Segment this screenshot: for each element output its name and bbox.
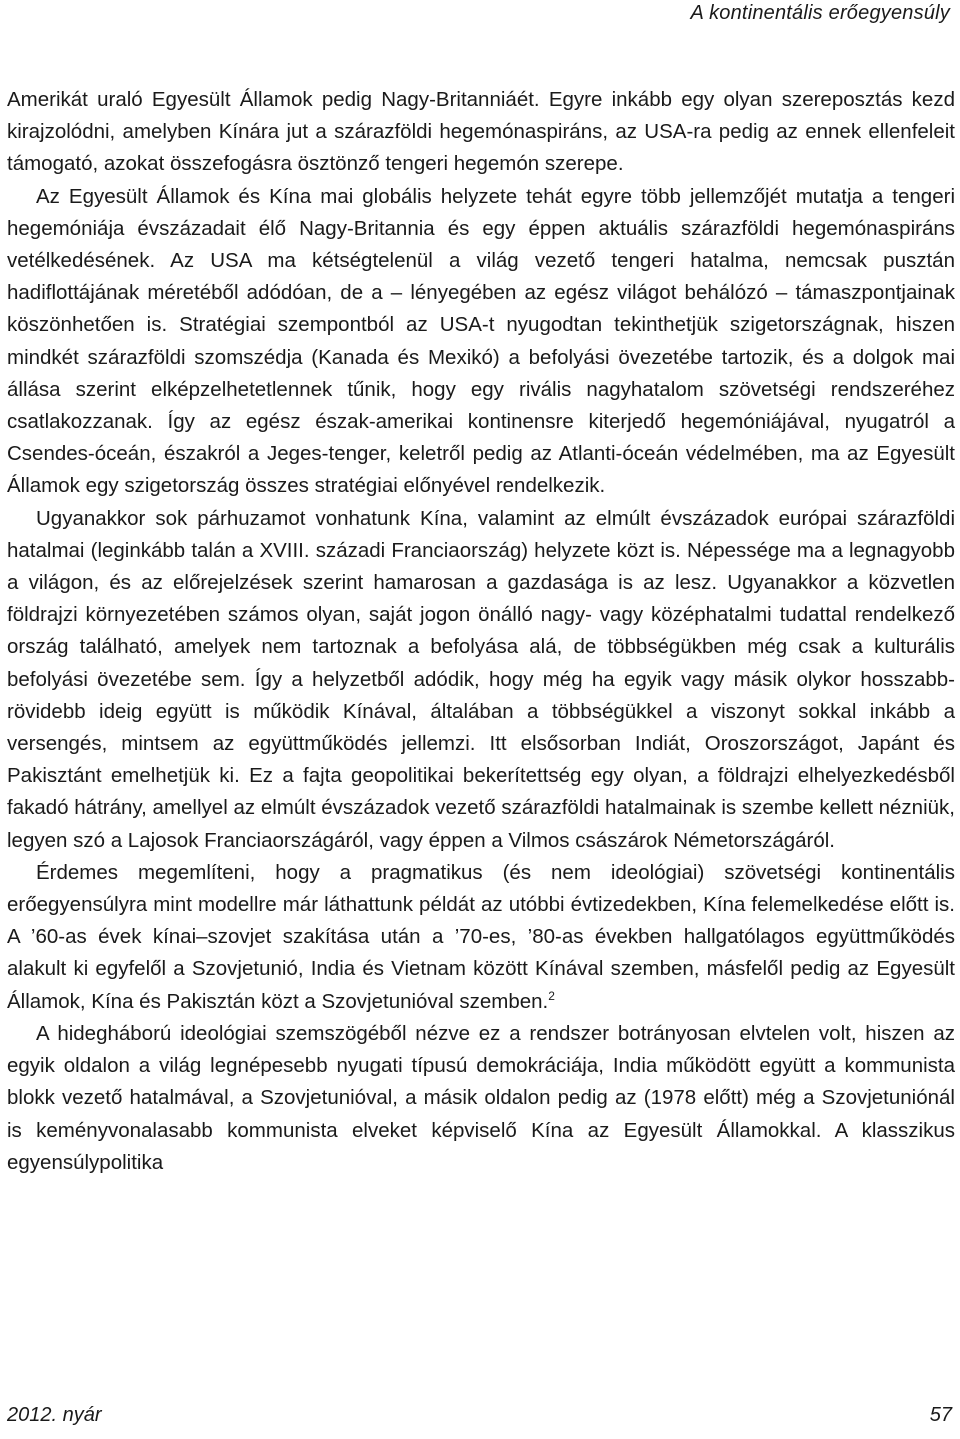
- paragraph-1: Amerikát uraló Egyesült Államok pedig Nagy-Britanniáét. Egyre inkább egy olyan szereposztás kezd kirajzolódni, amelyben Kínára jut a szárazföldi hegemónaspiráns, az USA-ra pedig az ennek ellenfeleit támogató, azokat összefogásra ösztönző tengeri hegemón szerepe.: [7, 88, 955, 176]
- footnote-reference[interactable]: 2: [548, 988, 555, 1003]
- paragraph-4: [7, 857, 955, 1018]
- running-header: A kontinentális erőegyensúly: [690, 2, 950, 24]
- paragraph-2: Az Egyesült Államok és Kína mai globális helyzete tehát egyre több jellemzőjét mutatja a tengeri hegemóniája évszázadait élő Nagy-Britannia és egy éppen aktuális szárazföldi hegemónaspiráns vetélkedésének. Az USA ma kétségtelenül a világ vezető tengeri hatalma, nemcsak pusztán hadiflottájának méretéből adódóan, de a – lényegében az egész világot behálózó – támaszpontjainak köszönhetően is. Stratégiai szempontból az USA-t nyugodtan tekinthetjük szigetországnak, hiszen mindkét szárazföldi szomszédja (Kanada és Mexikó) a befolyási övezetébe tartozik, és a dolgok mai állása szerint elképzelhetetlennek tűnik, hogy egy rivális nagyhatalom szövetségi rendszeréhez csatlakozzanak. Így az egész észak-amerikai kontinensre kiterjedő hegemóniájával, nyugatról a Csendes-óceán, északról a Jeges-tenger, keletről pedig az Atlanti-óceán védelmében, ma az Egyesült Államok egy szigetország összes stratégiai előnyével rendelkezik.: [7, 184, 955, 498]
- footer-page-number: 57: [929, 1404, 952, 1426]
- body-text: [7, 84, 955, 1179]
- paragraph-4-text: Érdemes megemlíteni, hogy a pragmatikus (és nem ideológiai) szövetségi kontinentális erőegyensúlyra mint modellre már láthattunk példát az utóbbi évtizedekben, Kína felemelkedése előtt is. A ’60-as évek kínai–szovjet szakítása után a ’70-es, ’80-as években hallgatólagos együttműködés alakult ki egyfelől a Szovjetunió, India és Vietnam között Kínával szemben, másfelől pedig az Egyesült Államok, Kína és Pakisztán közt a Szovjetunióval szemben.: [7, 860, 955, 1013]
- paragraph-5: A hidegháború ideológiai szemszögéből nézve ez a rendszer botrányosan elvtelen volt, hiszen az egyik oldalon a világ legnépesebb nyugati típusú demokráciája, India működött együtt a kommunista blokk vezető hatalmával, a Szovjetunióval, a másik oldalon pedig az (1978 előtt) még a Szovjetuniónál is keményvonalasabb kommunista elveket képviselő Kína az Egyesült Államokkal. A klasszikus egyensúlypolitika: [7, 1021, 955, 1174]
- footer-issue: 2012. nyár: [7, 1404, 102, 1426]
- paragraph-3: Ugyanakkor sok párhuzamot vonhatunk Kína, valamint az elmúlt évszázadok európai szárazföldi hatalmai (leginkább talán a XVIII. századi Franciaország) helyzete közt is. Népessége ma a legnagyobb a világon, és az előrejelzések szerint hamarosan a gazdasága is az lesz. Ugyanakkor a közvetlen földrajzi környezetében számos olyan, saját jogon önálló nagy- vagy középhatalmi tudattal rendelkező ország található, amelyek nem tartoznak a befolyása alá, de többségükben még csak a kulturális befolyási övezetébe sem. Így a helyzetből adódik, hogy még ha egyik vagy másik olykor hosszabb-rövidebb ideig együtt is működik Kínával, általában a többségükkel a viszonyt sokkal inkább a versengés, mintsem az együttműködés jellemzi. Itt elsősorban Indiát, Oroszországot, Japánt és Pakisztánt emelhetjük ki. Ez a fajta geopolitikai bekerítettség egy olyan, a földrajzi elhelyezkedésből fakadó hátrány, amellyel az elmúlt évszázadok vezető szárazföldi hatalmainak is szembe kellett nézniük, legyen szó a Lajosok Franciaországáról, vagy éppen a Vilmos császárok Németországáról.: [7, 506, 955, 852]
